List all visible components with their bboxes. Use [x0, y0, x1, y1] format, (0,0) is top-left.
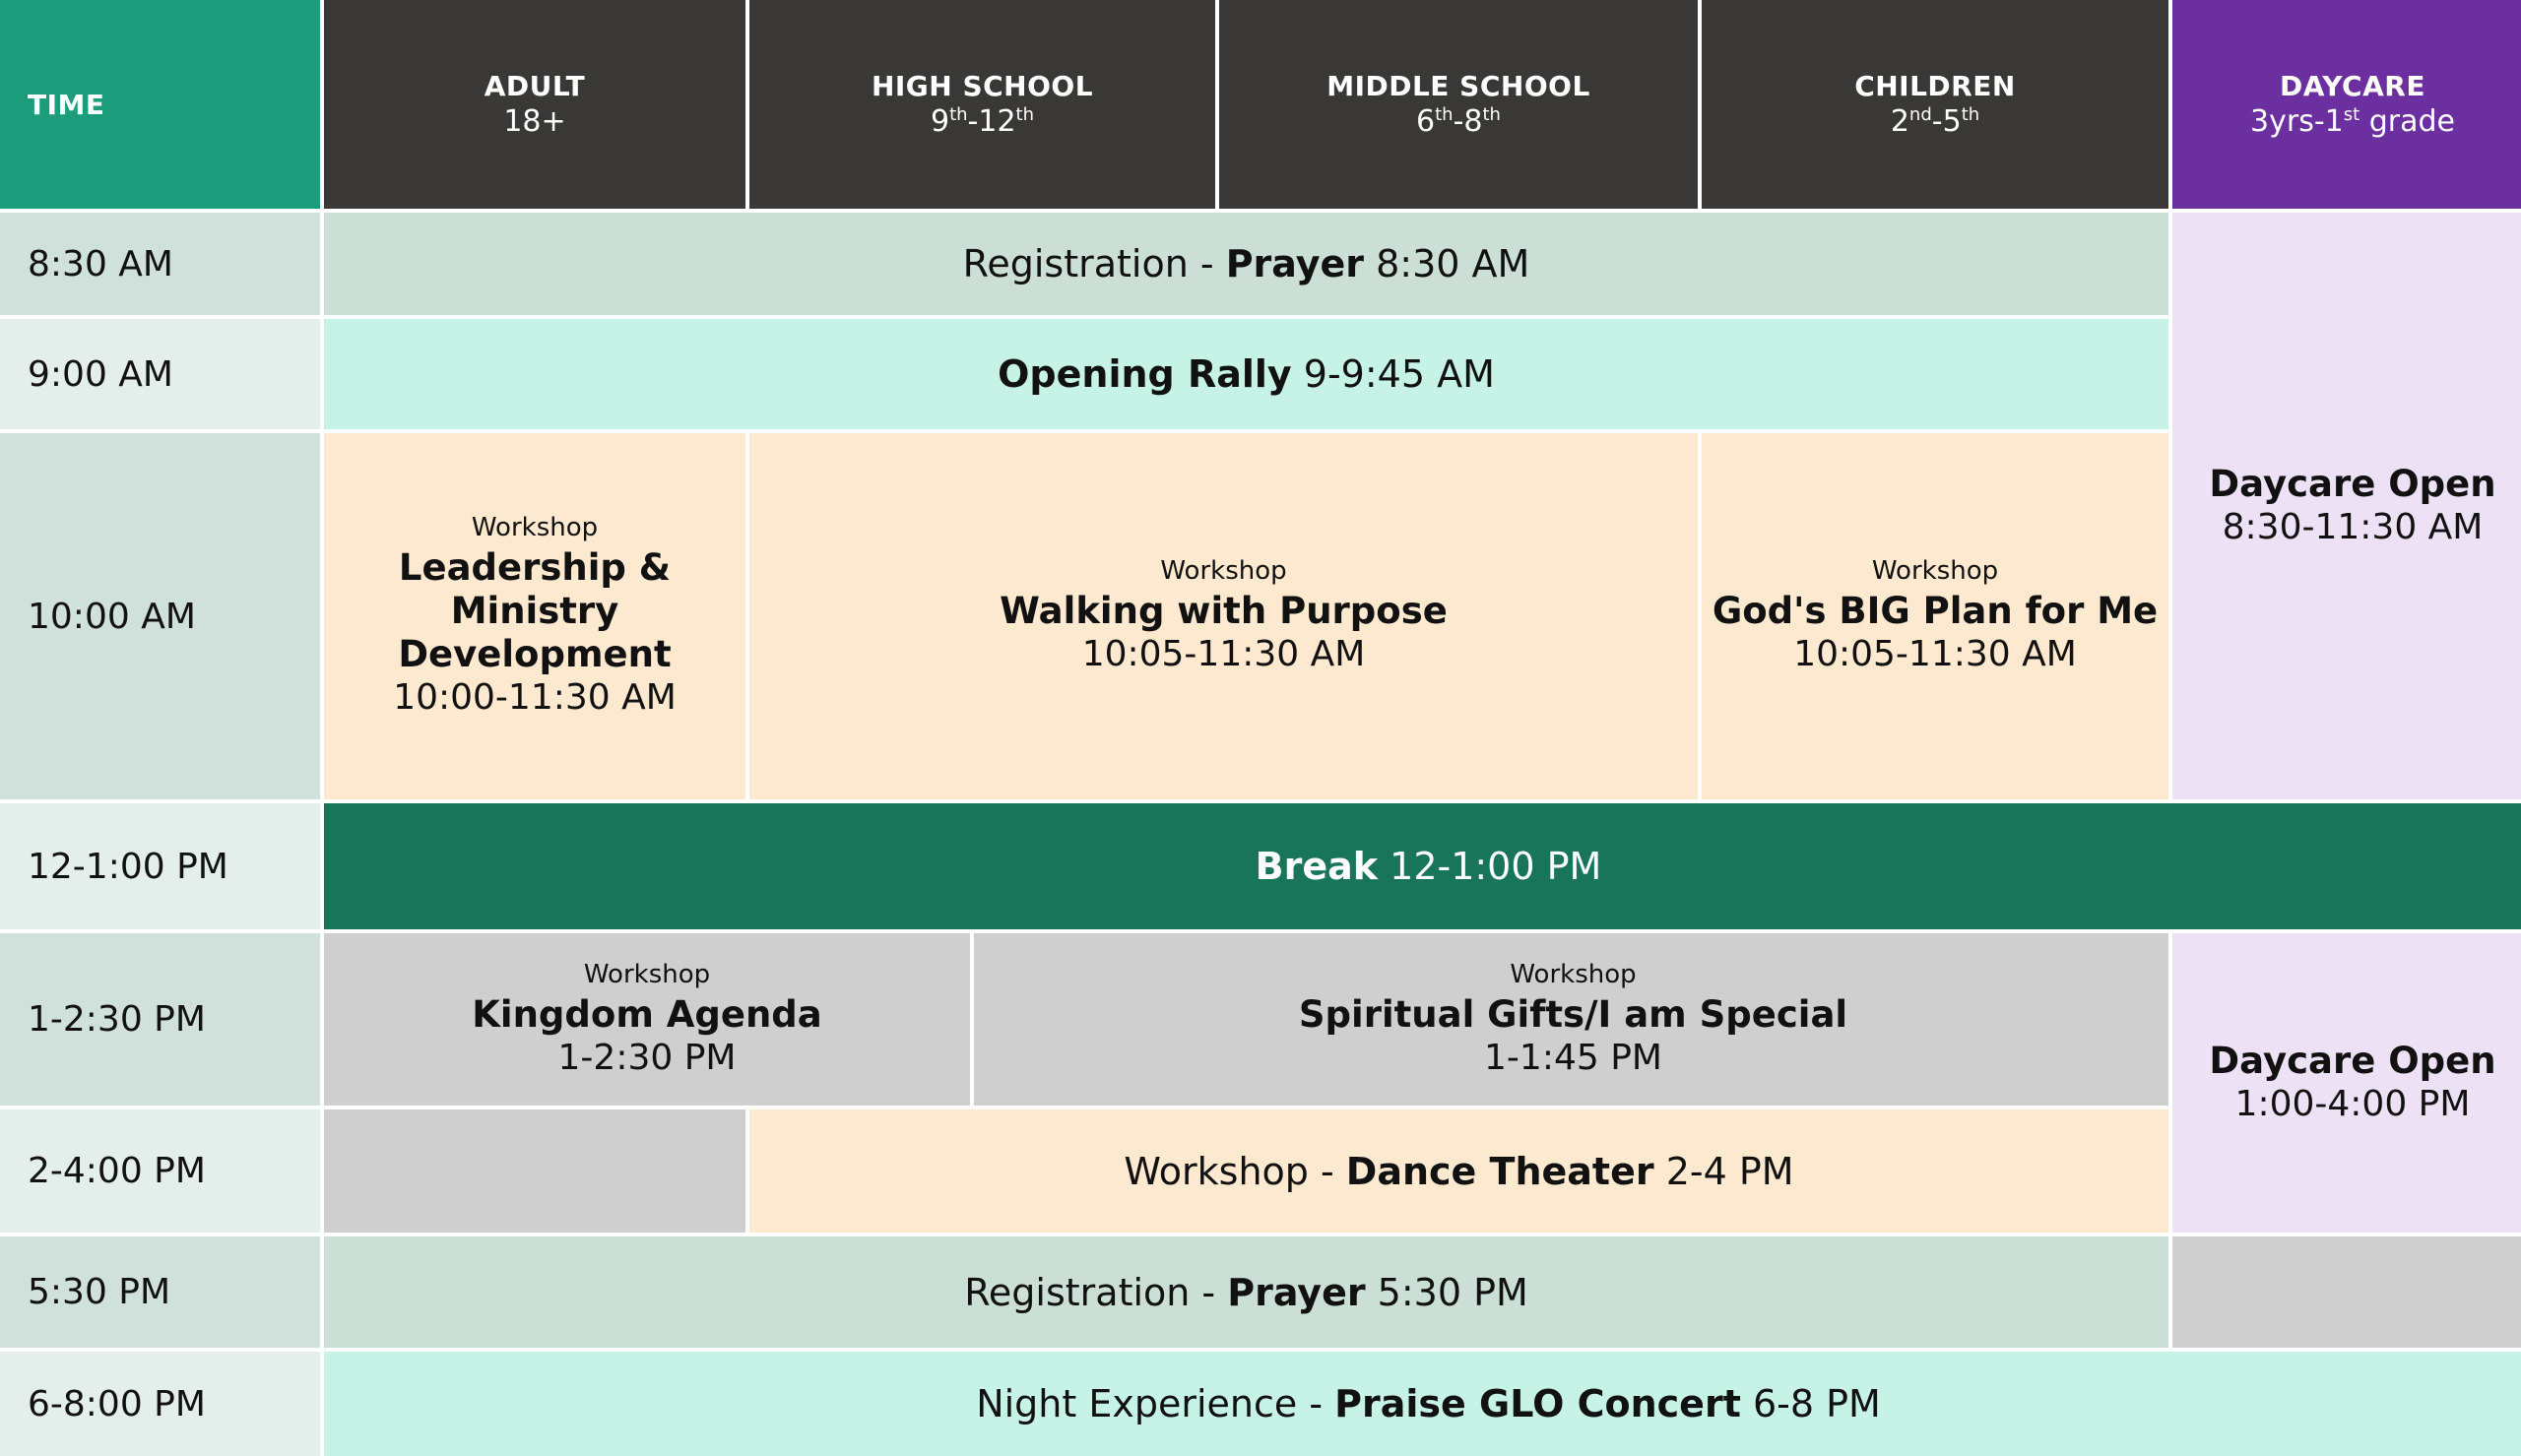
header-children-sub: 2nd-5th [1890, 104, 1980, 139]
daycare-pm-block [2172, 933, 2521, 1233]
workshop-time: 1-1:45 PM [1484, 1037, 1662, 1078]
time-slot [0, 319, 320, 429]
workshop-tag: Workshop [471, 513, 599, 542]
registration-pm-block [324, 1236, 2168, 1348]
registration-pm-text: Registration - Prayer 5:30 PM [964, 1270, 1528, 1314]
workshop-tag: Workshop [583, 959, 711, 989]
workshop-title: Spiritual Gifts/I am Special [1298, 992, 1848, 1036]
time-label: 9:00 AM [28, 353, 173, 395]
night-experience-block [324, 1352, 2521, 1456]
opening-rally-block [324, 319, 2168, 429]
workshop-time: 10:05-11:30 AM [1793, 634, 2077, 674]
daycare-am-title: Daycare Open [2209, 463, 2496, 505]
workshop-title: Kingdom Agenda [472, 992, 822, 1036]
time-label: 2-4:00 PM [28, 1151, 206, 1191]
workshop-title: Ministry [450, 590, 619, 632]
header-time [0, 0, 320, 209]
header-high-school [749, 0, 1215, 209]
break-block [324, 803, 2521, 929]
night-experience-text: Night Experience - Praise GLO Concert 6-8 PM [976, 1382, 1881, 1425]
time-label: 5:30 PM [28, 1272, 171, 1312]
header-time-label: TIME [28, 88, 105, 121]
daycare-pm-time: 1:00-4:00 PM [2234, 1084, 2471, 1124]
header-children [1702, 0, 2168, 209]
workshop-leadership [324, 433, 745, 799]
time-label: 6-8:00 PM [28, 1383, 206, 1424]
workshop-tag: Workshop [1160, 556, 1287, 586]
header-daycare-sub: 3yrs-1st grade [2250, 104, 2455, 139]
time-slot [0, 1236, 320, 1348]
workshop-title: God's BIG Plan for Me [1712, 590, 2159, 632]
time-slot [0, 1109, 320, 1233]
workshop-time: 10:05-11:30 AM [1081, 634, 1366, 674]
dance-theater-block [749, 1109, 2168, 1233]
adult-empty-block [324, 1109, 745, 1233]
daycare-am-time: 8:30-11:30 AM [2222, 507, 2484, 547]
workshop-tag: Workshop [1871, 556, 1999, 586]
daycare-am-block [2172, 213, 2521, 799]
workshop-gods-big-plan [1702, 433, 2168, 799]
time-slot [0, 803, 320, 929]
workshop-time: 10:00-11:30 AM [393, 677, 677, 718]
header-adult [324, 0, 745, 209]
time-label: 10:00 AM [28, 596, 196, 637]
time-label: 12-1:00 PM [28, 846, 228, 887]
header-children-title: CHILDREN [1854, 70, 2016, 102]
time-slot [0, 213, 320, 315]
time-label: 1-2:30 PM [28, 999, 206, 1040]
time-slot [0, 433, 320, 799]
time-slot [0, 933, 320, 1106]
workshop-time: 1-2:30 PM [557, 1037, 737, 1078]
registration-am-text: Registration - Prayer 8:30 AM [962, 242, 1530, 285]
workshop-title: Walking with Purpose [1000, 590, 1448, 632]
workshop-walking-with-purpose [749, 433, 1698, 799]
header-daycare [2172, 0, 2521, 209]
header-adult-sub: 18+ [503, 104, 566, 139]
dance-theater-text: Workshop - Dance Theater 2-4 PM [1124, 1149, 1794, 1193]
opening-rally-text: Opening Rally 9-9:45 AM [998, 352, 1495, 396]
header-high-school-sub: 9th-12th [930, 104, 1035, 139]
header-middle-school-title: MIDDLE SCHOOL [1326, 70, 1590, 102]
daycare-pm-title: Daycare Open [2209, 1040, 2496, 1082]
header-middle-school-sub: 6th-8th [1416, 104, 1501, 139]
time-label: 8:30 AM [28, 243, 173, 285]
workshop-title: Leadership & [398, 546, 672, 589]
workshop-title: Development [398, 633, 672, 675]
header-daycare-title: DAYCARE [2280, 70, 2425, 102]
workshop-tag: Workshop [1510, 959, 1637, 989]
break-text: Break 12-1:00 PM [1255, 845, 1602, 888]
header-high-school-title: HIGH SCHOOL [871, 70, 1094, 102]
daycare-closed-block [2172, 1236, 2521, 1348]
workshop-kingdom-agenda [324, 933, 974, 1106]
time-slot [0, 1352, 320, 1456]
registration-am-block [324, 213, 2168, 315]
header-middle-school [1219, 0, 1698, 209]
header-adult-title: ADULT [484, 70, 586, 102]
